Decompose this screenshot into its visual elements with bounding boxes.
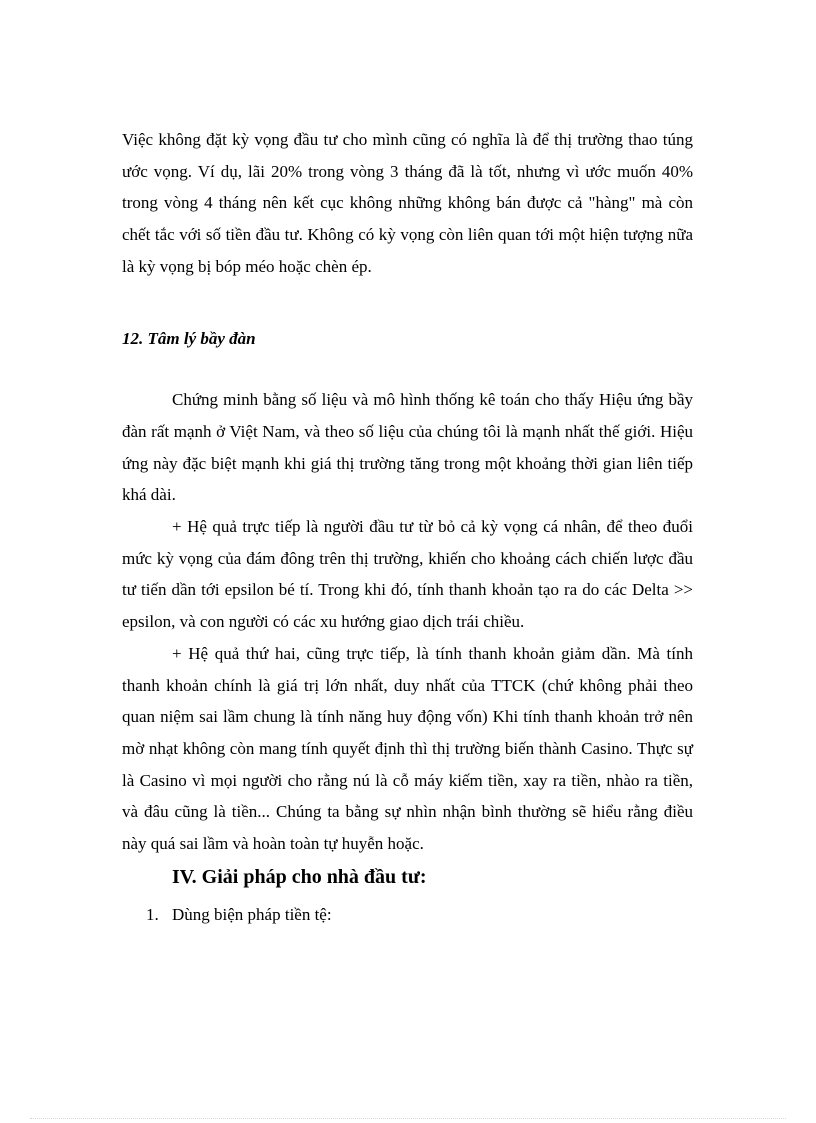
intro-paragraph: Việc không đặt kỳ vọng đầu tư cho mình cũng có nghĩa là để thị trường thao túng ước vọng. Ví dụ, lãi 20% trong vòng 3 tháng đã là tốt, nhưng vì ước muốn 40% trong vòng 4 tháng nên kết cục không những không bán được cả "hàng" mà còn chết tắc với số tiền đầu tư. Không có kỳ vọng còn liên quan tới một hiện tượng nữa là kỳ vọng bị bóp méo hoặc chèn ép. <box>122 130 693 276</box>
paragraph-second-consequence: + Hệ quả thứ hai, cũng trực tiếp, là tính thanh khoản giảm dần. Mà tính thanh khoản chính là giá trị lớn nhất, duy nhất của TTCK (chứ không phải theo quan niệm sai lầm chung là tính năng huy động vốn) Khi tính thanh khoản trở nên mờ nhạt không còn mang tính quyết định thì thị trường biến thành Casino. Thực sự là Casino vì mọi người cho rằng nú là cỗ máy kiếm tiền, xay ra tiền, nhào ra tiền, và đâu cũng là tiền... Chúng ta bằng sự nhìn nhận bình thường sẽ hiểu rằng điều này quá sai lầm và hoàn toàn tự huyễn hoặc. <box>122 643 693 854</box>
list-item <box>146 899 693 931</box>
list-item-number: 1. <box>146 905 159 925</box>
paragraph-herd-effect: Chứng minh bằng số liệu và mô hình thống kê toán cho thấy Hiệu ứng bầy đàn rất mạnh ở Việt Nam, và theo số liệu của chúng tôi là mạnh nhất thế giới. Hiệu ứng này đặc biệt mạnh khi giá thị trường tăng trong một khoảng thời gian liên tiếp khá dài. <box>122 390 693 505</box>
section-heading-solutions: IV. Giải pháp cho nhà đầu tư: <box>172 865 427 888</box>
subheading-herd-psychology: 12. Tâm lý bầy đàn <box>122 328 256 348</box>
list-item-text: Dùng biện pháp tiền tệ: <box>172 905 332 925</box>
paragraph-direct-consequence: + Hệ quả trực tiếp là người đầu tư từ bỏ cả kỳ vọng cá nhân, để theo đuổi mức kỳ vọng của đám đông trên thị trường, khiến cho khoảng cách chiến lược đầu tư tiến dần tới epsilon bé tí. Trong khi đó, tính thanh khoản tạo ra do các Delta >> epsilon, và con người có các xu hướng giao dịch trái chiều. <box>122 517 693 632</box>
spacer <box>122 283 693 323</box>
page-content <box>122 124 693 931</box>
page-bottom-divider <box>30 1118 786 1119</box>
spacer <box>122 354 693 384</box>
